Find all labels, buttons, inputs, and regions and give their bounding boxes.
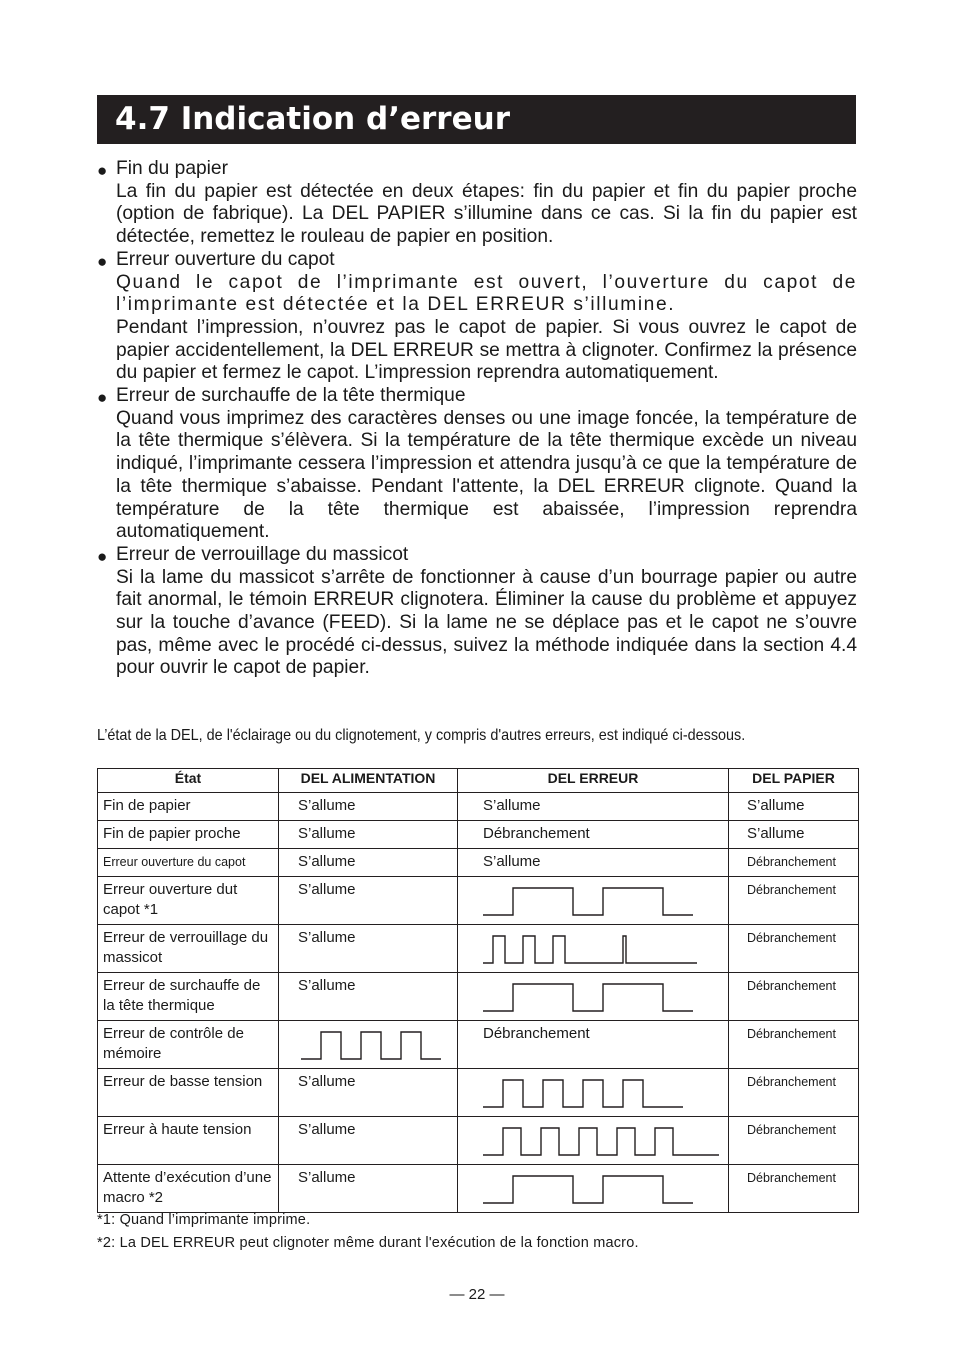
cell-power: S’allume bbox=[279, 821, 458, 849]
section-heading: Erreur de verrouillage du massicot bbox=[116, 543, 409, 565]
cell-state: Erreur ouverture dut capot *1 bbox=[98, 877, 279, 925]
table-row bbox=[98, 973, 859, 1021]
table-intro: L’état de la DEL, de l'éclairage ou du clignotement, y compris d'autres erreurs, est indiqué ci-dessous. bbox=[97, 727, 746, 744]
section-heading: Fin du papier bbox=[116, 158, 228, 179]
led-status-table bbox=[97, 768, 859, 1213]
table-row bbox=[98, 877, 859, 925]
blink-waveform bbox=[483, 980, 723, 1014]
table-row bbox=[98, 793, 859, 821]
cell-paper: Débranchement bbox=[729, 1117, 859, 1165]
section-head-overheat bbox=[97, 385, 857, 544]
cell-paper: Débranchement bbox=[729, 973, 859, 1021]
table-row bbox=[98, 821, 859, 849]
cell-error-waveform bbox=[458, 1117, 729, 1165]
cell-paper: S’allume bbox=[729, 821, 859, 849]
cell-paper: Débranchement bbox=[729, 1165, 859, 1213]
cell-state: Erreur de verrouillage du massicot bbox=[98, 925, 279, 973]
bullet-icon: ● bbox=[97, 388, 108, 408]
cell-error: Débranchement bbox=[458, 1021, 729, 1069]
cell-power: S’allume bbox=[279, 1165, 458, 1213]
cell-error: Débranchement bbox=[458, 821, 729, 849]
header-power-led: DEL ALIMENTATION bbox=[279, 769, 458, 793]
bullet-icon: ● bbox=[97, 546, 108, 566]
header-state: État bbox=[98, 769, 279, 793]
blink-waveform bbox=[483, 1076, 723, 1110]
cell-paper: Débranchement bbox=[729, 849, 859, 877]
section-paper-end bbox=[97, 158, 857, 249]
cell-paper: S’allume bbox=[729, 793, 859, 821]
cell-error-waveform bbox=[458, 925, 729, 973]
table-row bbox=[98, 925, 859, 973]
section-paragraph: Quand vous imprimez des caractères denses ou une image foncée, la température de la tête thermique s’élèvera. Si la température de la tête thermique excède un niveau indiqué, l’imprimante cessera l’impression et attendra jusqu’à ce que la température de la tête thermique s’abaisse. Pendant l'attente, la DEL ERREUR clignote. Quand la température de la tête thermique est abaissée, l’impression reprendra automatiquement. bbox=[116, 407, 857, 543]
cell-error: S’allume bbox=[458, 793, 729, 821]
cell-power: S’allume bbox=[279, 925, 458, 973]
section-heading: Erreur ouverture du capot bbox=[116, 248, 335, 270]
cell-state: Erreur de basse tension bbox=[98, 1069, 279, 1117]
cell-power: S’allume bbox=[279, 849, 458, 877]
footnote-2: *2: La DEL ERREUR peut clignoter même durant l'exécution de la fonction macro. bbox=[97, 1235, 639, 1251]
cell-power: S’allume bbox=[279, 1117, 458, 1165]
cell-state: Erreur de contrôle de mémoire bbox=[98, 1021, 279, 1069]
section-title: 4.7 Indication d’erreur bbox=[97, 95, 856, 144]
cell-error-waveform bbox=[458, 1069, 729, 1117]
error-descriptions bbox=[97, 158, 857, 680]
cell-power-waveform bbox=[279, 1021, 458, 1069]
cell-state: Fin de papier bbox=[98, 793, 279, 821]
section-paragraph: La fin du papier est détectée en deux étapes: fin du papier et fin du papier proche (option de fabrique). La DEL PAPIER s’illumine dans ce cas. Si la fin du papier est détectée, remettez le rouleau de papier en position. bbox=[116, 180, 857, 248]
blink-waveform bbox=[301, 1028, 451, 1062]
cell-power: S’allume bbox=[279, 877, 458, 925]
blink-waveform bbox=[483, 884, 723, 918]
cell-error-waveform bbox=[458, 877, 729, 925]
cell-power: S’allume bbox=[279, 973, 458, 1021]
table-row bbox=[98, 849, 859, 877]
table-row bbox=[98, 1117, 859, 1165]
section-paragraph: Si la lame du massicot s’arrête de fonctionner à cause d’un bourrage papier ou autre fait anormal, le témoin ERREUR clignotera. Éliminer la cause du problème et appuyez sur la touche d’avance (FEED). Si la lame ne se déplace pas et le capot ne s’ouvre pas, même avec le procédé ci-dessus, suivez la méthode indiquée dans la section 4.4 pour ouvrir le capot de papier. bbox=[116, 566, 857, 679]
cell-paper: Débranchement bbox=[729, 1021, 859, 1069]
cell-state: Erreur ouverture du capot bbox=[98, 849, 279, 877]
footnote-1: *1: Quand l’imprimante imprime. bbox=[97, 1212, 311, 1228]
section-cover-open bbox=[97, 249, 857, 385]
blink-waveform bbox=[483, 932, 723, 966]
section-cutter-lock bbox=[97, 544, 857, 680]
section-heading: Erreur de surchauffe de la tête thermique bbox=[116, 385, 466, 407]
table-row bbox=[98, 1165, 859, 1213]
cell-error: S’allume bbox=[458, 849, 729, 877]
bullet-icon: ● bbox=[97, 251, 108, 271]
cell-error-waveform bbox=[458, 973, 729, 1021]
cell-error-waveform bbox=[458, 1165, 729, 1213]
cell-paper: Débranchement bbox=[729, 877, 859, 925]
table-header-row bbox=[98, 769, 859, 793]
cell-power: S’allume bbox=[279, 1069, 458, 1117]
cell-state: Erreur à haute tension bbox=[98, 1117, 279, 1165]
section-paragraph: Quand le capot de l’imprimante est ouvert, l’ouverture du capot de l’imprimante est détectée et la DEL ERREUR s’illumine. bbox=[116, 271, 857, 316]
cell-state: Fin de papier proche bbox=[98, 821, 279, 849]
cell-paper: Débranchement bbox=[729, 925, 859, 973]
cell-state: Erreur de surchauffe de la tête thermique bbox=[98, 973, 279, 1021]
cell-power: S’allume bbox=[279, 793, 458, 821]
header-paper-led: DEL PAPIER bbox=[729, 769, 859, 793]
cell-state: Attente d’exécution d’une macro *2 bbox=[98, 1165, 279, 1213]
blink-waveform bbox=[483, 1172, 723, 1206]
header-error-led: DEL ERREUR bbox=[458, 769, 729, 793]
page-number: — 22 — bbox=[449, 1286, 505, 1303]
table-row bbox=[98, 1021, 859, 1069]
bullet-icon: ● bbox=[97, 161, 108, 180]
section-paragraph: Pendant l’impression, n’ouvrez pas le capot de papier. Si vous ouvrez le capot de papier accidentellement, la DEL ERREUR se mettra à clignoter. Confirmez la présence du papier et fermez le capot. L’impression reprendra automatiquement. bbox=[116, 316, 857, 384]
blink-waveform bbox=[483, 1124, 723, 1158]
table-row bbox=[98, 1069, 859, 1117]
cell-paper: Débranchement bbox=[729, 1069, 859, 1117]
